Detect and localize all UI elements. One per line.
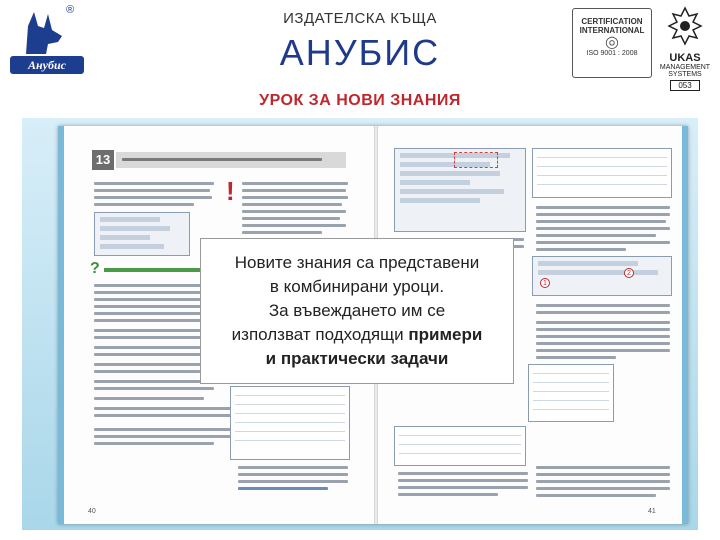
right-page-number: 41 bbox=[648, 508, 656, 515]
callout-line-3: За въвеждането им се bbox=[268, 301, 446, 320]
left-page-number: 40 bbox=[88, 508, 96, 515]
certification-badge bbox=[572, 8, 652, 78]
ukas-label: UKAS bbox=[669, 52, 701, 64]
spreadsheet-screenshot bbox=[532, 148, 672, 198]
cells-screenshot bbox=[528, 364, 614, 422]
callout-line-4-bold: примери bbox=[408, 325, 483, 344]
cert-seal-icon: ◎ bbox=[605, 34, 619, 51]
certification-title: CERTIFICATION INTERNATIONAL bbox=[579, 17, 645, 35]
callout-line-4 bbox=[232, 323, 483, 347]
right-page-edge bbox=[682, 126, 688, 524]
excel-ribbon-screenshot bbox=[230, 386, 350, 460]
callout-line-5: и практически задачи bbox=[265, 349, 449, 368]
alignment-screenshot bbox=[532, 256, 672, 296]
highlight-frame bbox=[454, 152, 498, 168]
ukas-sub: MANAGEMENT SYSTEMS bbox=[659, 64, 711, 78]
ukas-code: 053 bbox=[670, 80, 700, 91]
left-page-edge bbox=[58, 126, 64, 524]
brand-title: АНУБИС bbox=[279, 32, 441, 73]
callout-marker-2: 2 bbox=[624, 268, 634, 278]
certification-standard: ISO 9001 : 2008 bbox=[586, 50, 638, 57]
callout-marker-1: 1 bbox=[540, 278, 550, 288]
publisher-label: ИЗДАТЕЛСКА КЪЩА bbox=[283, 10, 437, 27]
question-icon: ? bbox=[90, 260, 100, 277]
info-callout bbox=[200, 238, 514, 384]
registered-mark: ® bbox=[66, 4, 75, 16]
callout-line-4-normal: използват подходящи bbox=[231, 325, 404, 344]
ukas-badge bbox=[656, 6, 714, 90]
warning-icon: ! bbox=[226, 176, 235, 206]
table-screenshot bbox=[394, 426, 526, 466]
callout-line-1: Новите знания са представени bbox=[234, 253, 480, 272]
lesson-subtitle: УРОК ЗА НОВИ ЗНАНИЯ bbox=[259, 92, 461, 109]
lesson-title-bar bbox=[116, 152, 346, 168]
logo-wordmark: Анубис bbox=[28, 58, 66, 72]
callout-line-2: в комбинирани уроци. bbox=[269, 277, 445, 296]
format-cells-screenshot bbox=[94, 212, 190, 256]
lesson-number: 13 bbox=[92, 150, 114, 170]
